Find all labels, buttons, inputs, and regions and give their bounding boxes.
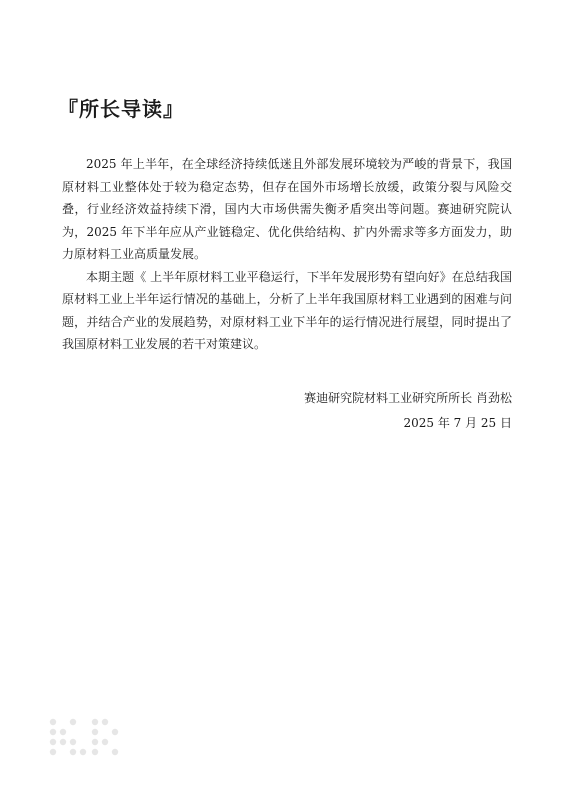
paragraph: 本期主题《 上半年原材料工业平稳运行，下半年发展形势有望向好》在总结我国原材料工业上半年运行情况的基础上，分析了上半年我国原材料工业遇到的困难与问题，并结合产业的发展趋势，对原材料工业下半年的运行情况进行展望，同时提出了我国原材料工业发展的若干对策建议。 xyxy=(62,269,512,351)
signature-date: 2025 年 7 月 25 日 xyxy=(403,416,512,430)
signature-block xyxy=(304,386,512,436)
page-heading: 『所长导读』 xyxy=(58,97,184,121)
dot-pattern-logo-icon xyxy=(48,716,120,760)
intro-body xyxy=(62,153,512,356)
paragraph: 2025 年上半年，在全球经济持续低迷且外部发展环境较为严峻的背景下，我国原材料工业整体处于较为稳定态势，但存在国外市场增长放缓，政策分裂与风险交叠，行业经济效益持续下滑，国内大市场供需失衡矛盾突出等问题。赛迪研究院认为，2025 年下半年应从产业链稳定、优化供给结构、扩内外需求等多方面发力，助力原材料工业高质量发展。 xyxy=(62,157,512,261)
signature-author: 赛迪研究院材料工业研究所所长 肖劲松 xyxy=(304,391,512,405)
